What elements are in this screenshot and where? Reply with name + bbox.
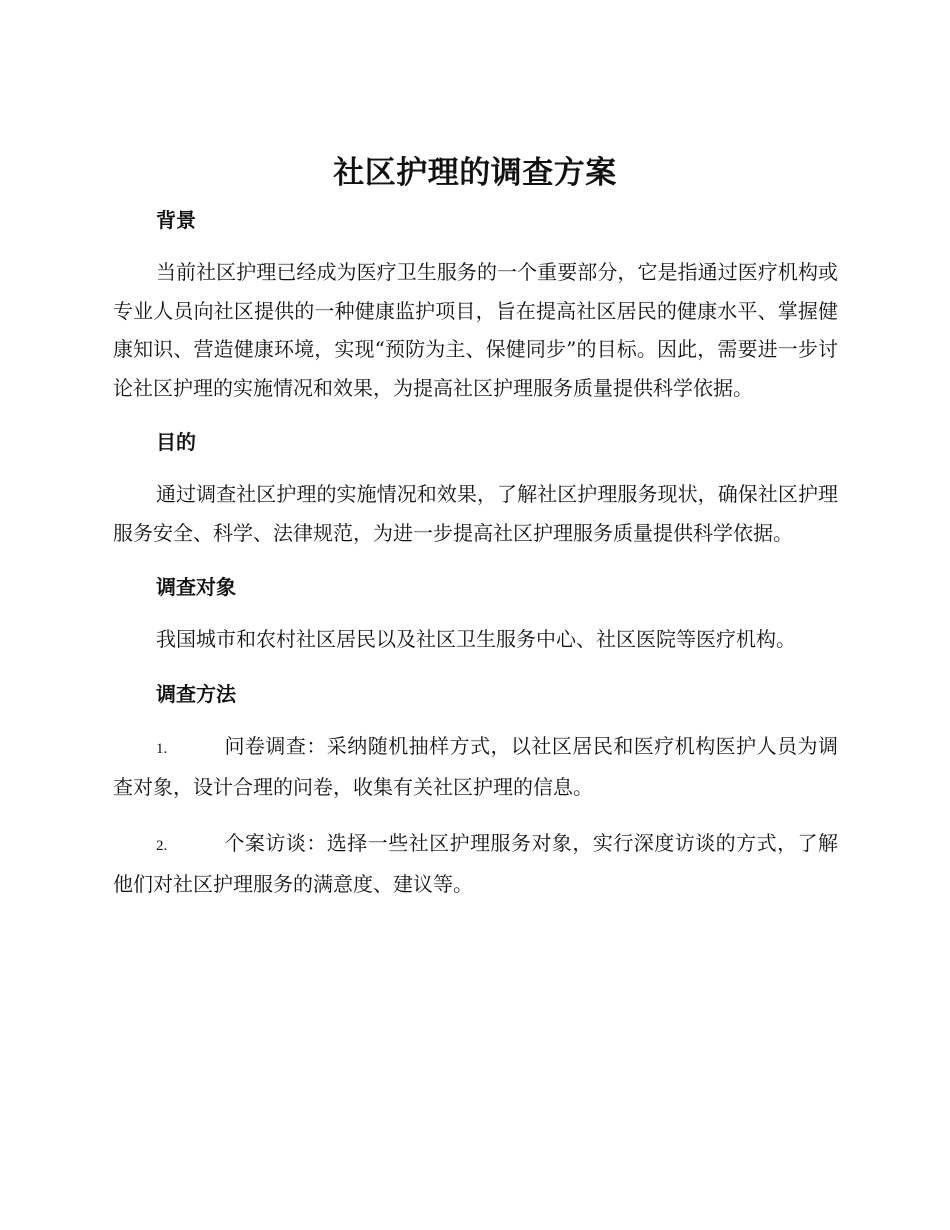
document-body — [113, 202, 838, 921]
document-title: 社区护理的调查方案 — [333, 155, 617, 191]
section-methods — [113, 676, 838, 904]
list-item-text: 个案访谈：选择一些社区护理服务对象，实行深度访谈的方式，了解他们对社区护理服务的满意度、建议等。 — [113, 830, 838, 896]
section-background — [113, 202, 838, 407]
list-item — [113, 824, 838, 904]
list-item-number: 2. — [156, 837, 168, 854]
section-paragraph: 当前社区护理已经成为医疗卫生服务的一个重要部分，它是指通过医疗机构或专业人员向社区提供的一种健康监护项目，旨在提高社区居民的健康水平、掌握健康知识、营造健康环境，实现“预防为主、保健同步”的目标。因此，需要进一步讨论社区护理的实施情况和效果，为提高社区护理服务质量提供科学依据。 — [113, 260, 838, 400]
section-heading: 目的 — [156, 430, 196, 454]
section-subjects — [113, 569, 838, 659]
section-paragraph: 我国城市和农村社区居民以及社区卫生服务中心、社区医院等医疗机构。 — [156, 627, 796, 651]
list-item-text: 问卷调查：采纳随机抽样方式，以社区居民和医疗机构医护人员为调查对象，设计合理的问卷，收集有关社区护理的信息。 — [113, 733, 838, 799]
section-purpose — [113, 424, 838, 552]
section-heading: 背景 — [156, 208, 196, 232]
section-paragraph: 通过调查社区护理的实施情况和效果，了解社区护理服务现状，确保社区护理服务安全、科学、法律规范，为进一步提高社区护理服务质量提供科学依据。 — [113, 482, 838, 545]
section-heading: 调查对象 — [156, 575, 236, 599]
list-item — [113, 727, 838, 807]
list-item-number: 1. — [156, 740, 168, 757]
section-heading: 调查方法 — [156, 681, 236, 706]
